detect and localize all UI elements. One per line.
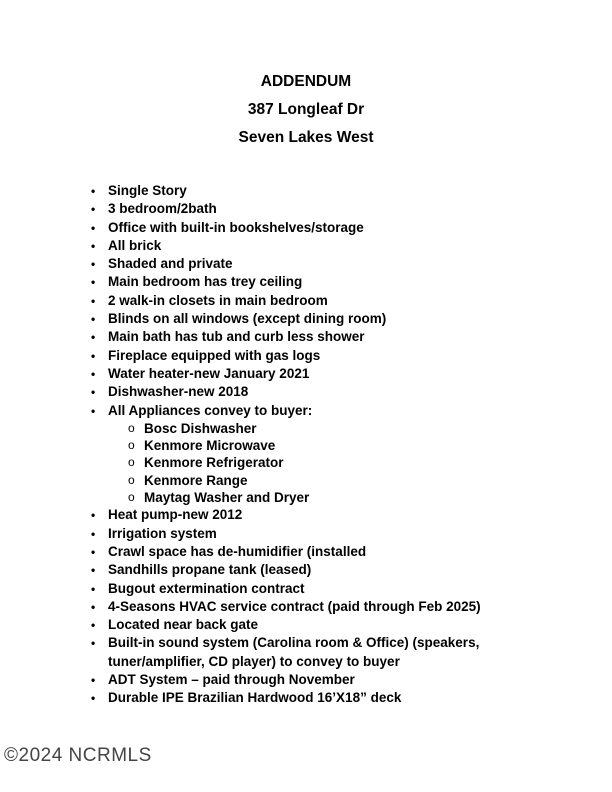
bullet-icon: • bbox=[91, 293, 96, 308]
feature-text: Main bath has tub and curb less shower bbox=[108, 329, 365, 345]
list-item bbox=[90, 328, 590, 346]
feature-text: Crawl space has de-humidifier (installed bbox=[108, 543, 367, 559]
bullet-icon: • bbox=[91, 275, 96, 290]
list-item bbox=[90, 402, 590, 507]
bullet-icon: • bbox=[91, 366, 96, 381]
list-item bbox=[90, 580, 590, 598]
appliance-text: Kenmore Microwave bbox=[144, 438, 276, 454]
feature-text: Single Story bbox=[108, 183, 187, 198]
list-item bbox=[90, 671, 590, 689]
list-item bbox=[90, 689, 590, 707]
bullet-icon: • bbox=[91, 348, 96, 363]
bullet-icon: • bbox=[91, 202, 96, 217]
property-address: 387 Longleaf Dr bbox=[247, 101, 365, 118]
list-item bbox=[90, 200, 590, 218]
appliance-item bbox=[108, 454, 590, 471]
feature-text: Dishwasher-new 2018 bbox=[108, 384, 249, 400]
bullet-icon: • bbox=[91, 599, 96, 614]
bullet-icon: • bbox=[91, 385, 96, 400]
bullet-icon: • bbox=[91, 618, 96, 633]
list-item bbox=[90, 543, 590, 561]
list-item bbox=[90, 237, 590, 255]
circle-bullet-icon: o bbox=[128, 490, 135, 505]
feature-text: Irrigation system bbox=[108, 525, 217, 541]
bullet-icon: • bbox=[91, 220, 96, 235]
list-item bbox=[90, 525, 590, 543]
bullet-icon: • bbox=[91, 508, 96, 523]
list-item bbox=[90, 598, 590, 616]
feature-text: All brick bbox=[108, 237, 162, 253]
bullet-icon: • bbox=[91, 184, 96, 198]
bullet-icon: • bbox=[91, 581, 96, 596]
bullet-icon: • bbox=[91, 238, 96, 253]
circle-bullet-icon: o bbox=[128, 420, 135, 435]
feature-text: 4-Seasons HVAC service contract (paid through Feb 2025) bbox=[108, 598, 481, 614]
bullet-icon: • bbox=[91, 636, 96, 651]
feature-list bbox=[90, 182, 590, 708]
feature-text: Bugout extermination contract bbox=[108, 580, 305, 596]
appliance-item bbox=[108, 489, 590, 506]
list-item bbox=[90, 219, 590, 237]
feature-text: Heat pump-new 2012 bbox=[108, 507, 243, 523]
appliance-text: Maytag Washer and Dryer bbox=[144, 490, 310, 506]
list-item bbox=[90, 292, 590, 310]
bullet-icon: • bbox=[91, 403, 96, 418]
circle-bullet-icon: o bbox=[128, 472, 135, 487]
appliance-text: Bosc Dishwasher bbox=[144, 420, 257, 436]
appliance-text: Kenmore Refrigerator bbox=[144, 455, 284, 471]
list-item bbox=[90, 347, 590, 365]
list-item bbox=[90, 506, 590, 524]
circle-bullet-icon: o bbox=[128, 455, 135, 470]
bullet-icon: • bbox=[91, 257, 96, 272]
appliance-item bbox=[108, 437, 590, 454]
list-item bbox=[90, 182, 590, 200]
list-item bbox=[90, 255, 590, 273]
list-item bbox=[90, 561, 590, 579]
bullet-icon: • bbox=[91, 563, 96, 578]
feature-text: Shaded and private bbox=[108, 256, 233, 272]
feature-text: 2 walk-in closets in main bedroom bbox=[108, 292, 328, 308]
feature-text: Fireplace equipped with gas logs bbox=[108, 347, 321, 363]
list-item bbox=[90, 616, 590, 634]
feature-text: ADT System – paid through November bbox=[108, 672, 355, 688]
bullet-icon: • bbox=[91, 526, 96, 541]
appliance-item bbox=[108, 420, 590, 437]
bullet-icon: • bbox=[91, 673, 96, 688]
feature-text: All Appliances convey to buyer: bbox=[108, 402, 313, 418]
list-item bbox=[90, 310, 590, 328]
feature-text: Main bedroom has trey ceiling bbox=[108, 274, 303, 290]
list-item bbox=[90, 634, 508, 671]
bullet-icon: • bbox=[91, 312, 96, 327]
bullet-icon: • bbox=[91, 691, 96, 706]
appliance-list bbox=[108, 420, 590, 506]
community-name: Seven Lakes West bbox=[238, 129, 374, 146]
appliance-item bbox=[108, 472, 590, 489]
list-item bbox=[90, 365, 590, 383]
copyright-watermark: ©2024 NCRMLS bbox=[4, 745, 152, 766]
feature-text: Located near back gate bbox=[108, 617, 259, 633]
feature-text: Blinds on all windows (except dining room) bbox=[108, 311, 387, 327]
list-item bbox=[90, 273, 590, 291]
document-title: ADDENDUM bbox=[260, 73, 352, 90]
circle-bullet-icon: o bbox=[128, 438, 135, 453]
feature-text: Built-in sound system (Carolina room & Office) (speakers, tuner/amplifier, CD player) to convey to buyer bbox=[108, 635, 480, 669]
list-item bbox=[90, 383, 590, 401]
feature-text: Sandhills propane tank (leased) bbox=[108, 562, 312, 578]
appliance-text: Kenmore Range bbox=[144, 472, 248, 488]
bullet-icon: • bbox=[91, 544, 96, 559]
bullet-icon: • bbox=[91, 330, 96, 345]
feature-text: Office with built-in bookshelves/storage bbox=[108, 219, 364, 235]
feature-text: 3 bedroom/2bath bbox=[108, 201, 217, 217]
feature-text: Water heater-new January 2021 bbox=[108, 365, 310, 381]
feature-text: Durable IPE Brazilian Hardwood 16’X18” deck bbox=[108, 690, 402, 706]
